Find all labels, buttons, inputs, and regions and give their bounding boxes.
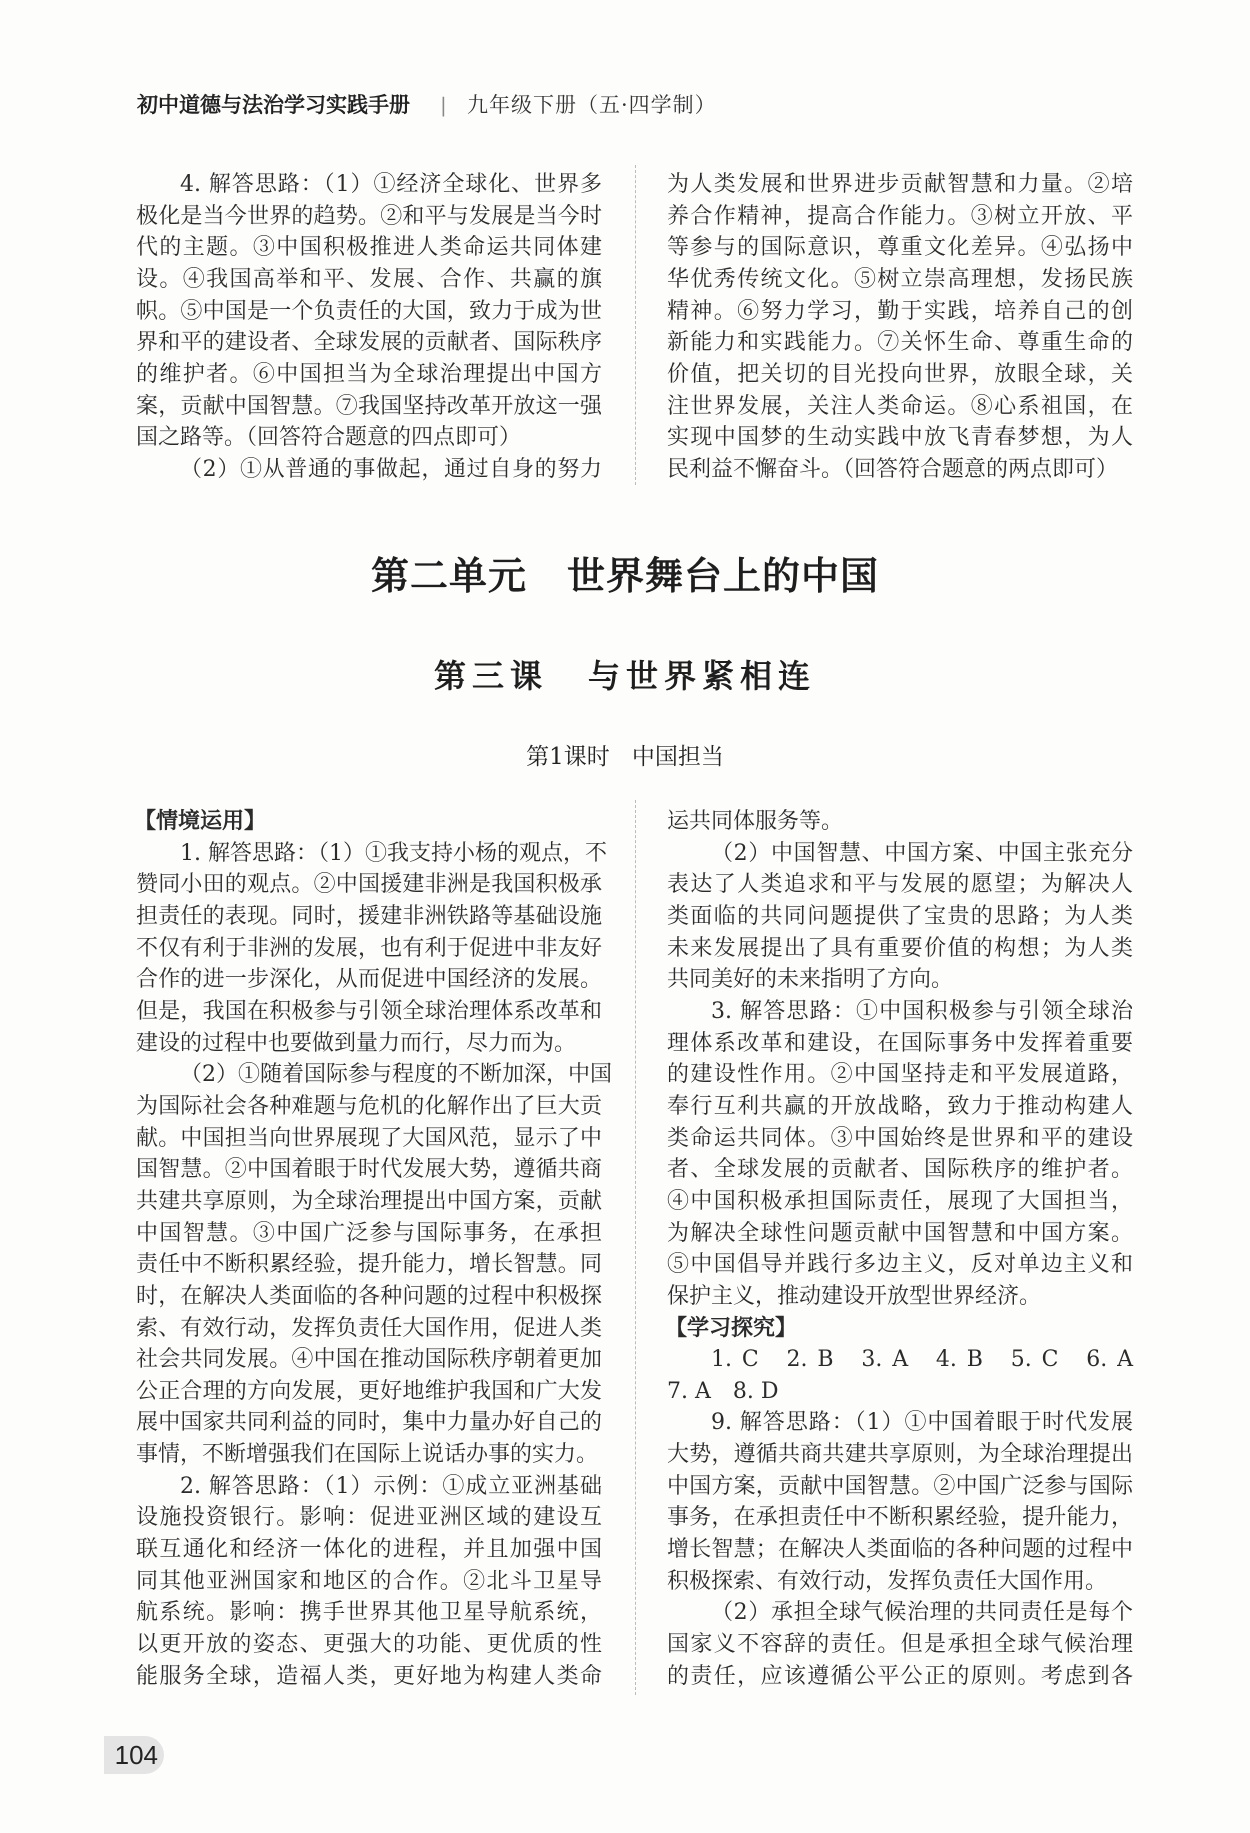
text-line: 华优秀传统文化。⑤树立崇高理想，发扬民族 (667, 266, 1133, 292)
text-line: 设施投资银行。影响：促进亚洲区域的建设互 (136, 1505, 602, 1531)
header-separator: | (440, 93, 447, 117)
text-line: 献。中国担当向世界展现了大国风范，显示了中 (136, 1125, 602, 1151)
text-line: 设。④我国高举和平、发展、合作、共赢的旗 (136, 266, 602, 292)
text-line: 时，在解决人类面临的各种问题的过程中积极探 (136, 1283, 602, 1309)
text-line: 大势，遵循共商共建共享原则，为全球治理提出 (667, 1442, 1133, 1468)
text-line: 中国方案，贡献中国智慧。②中国广泛参与国际 (667, 1473, 1133, 1499)
text-line: 积极探索、有效行动，发挥负责任大国作用。 (667, 1568, 1108, 1594)
lesson-number: 第三课 (433, 657, 548, 695)
text-line: 1. C 2. B 3. A 4. B 5. C 6. A (711, 1347, 1133, 1373)
text-line: 代的主题。③中国积极推进人类命运共同体建 (136, 235, 602, 261)
text-line: 国之路等。（回答符合题意的四点即可） (136, 425, 522, 451)
period-number: 第1课时 (526, 744, 610, 770)
text-line: 3. 解答思路：①中国积极参与引领全球治 (711, 998, 1133, 1024)
text-line: 的责任，应该遵循公平公正的原则。考虑到各 (667, 1663, 1133, 1689)
text-line: 精神。⑥努力学习，勤于实践，培养自己的创 (667, 298, 1133, 324)
text-line: 表达了人类追求和平与发展的愿望；为解决人 (667, 872, 1133, 898)
text-line: 者、全球发展的贡献者、国际秩序的维护者。 (667, 1157, 1133, 1183)
unit-title (0, 545, 1250, 600)
text-line: 担责任的表现。同时，援建非洲铁路等基础设施 (136, 903, 602, 929)
text-line: （2）①从普通的事做起，通过自身的努力 (180, 456, 602, 482)
text-line: （2）承担全球气候治理的共同责任是每个 (711, 1600, 1133, 1626)
text-line: 的维护者。⑥中国担当为全球治理提出中国方 (136, 361, 602, 387)
text-line: 中国智慧。③中国广泛参与国际事务，在承担 (136, 1220, 602, 1246)
text-line: 新能力和实践能力。⑦关怀生命、尊重生命的 (667, 330, 1133, 356)
text-line: 帜。⑤中国是一个负责任的大国，致力于成为世 (136, 298, 602, 324)
text-line: 责任中不断积累经验，提升能力，增长智慧。同 (136, 1252, 602, 1278)
text-line: 展中国家共同利益的同时，集中力量办好自己的 (136, 1410, 602, 1436)
text-line: 不仅有利于非洲的发展，也有利于促进中非友好 (136, 935, 602, 961)
column-divider-top (635, 165, 636, 485)
page-number: 104 (104, 1736, 164, 1774)
text-line: 民利益不懈奋斗。（回答符合题意的两点即可） (667, 456, 1119, 482)
top-left-column (136, 169, 602, 486)
text-line: 为国际社会各种难题与危机的化解作出了巨大贡 (136, 1093, 602, 1119)
text-line: 实现中国梦的生动实践中放飞青春梦想，为人 (667, 425, 1133, 451)
text-line: ⑤中国倡导并践行多边主义，反对单边主义和 (667, 1252, 1133, 1278)
text-line: 等参与的国际意识，尊重文化差异。④弘扬中 (667, 235, 1133, 261)
text-line: 赞同小田的观点。②中国援建非洲是我国积极承 (136, 872, 602, 898)
text-line: 增长智慧；在解决人类面临的各种问题的过程中 (667, 1537, 1133, 1563)
text-line: 极化是当今世界的趋势。②和平与发展是当今时 (136, 203, 602, 229)
text-line: 案，贡献中国智慧。⑦我国坚持改革开放这一强 (136, 393, 602, 419)
text-line: 国家义不容辞的责任。但是承担全球气候治理 (667, 1632, 1133, 1658)
text-line: 社会共同发展。④中国在推动国际秩序朝着更加 (136, 1347, 602, 1373)
section-heading: 【学习探究】 (665, 1315, 798, 1341)
text-line: 为人类发展和世界进步贡献智慧和力量。②培 (667, 172, 1133, 197)
text-line: 7. A 8. D (667, 1378, 779, 1404)
text-line: 运共同体服务等。 (667, 809, 844, 834)
text-line: 合作的进一步深化，从而促进中国经济的发展。 (136, 967, 602, 993)
text-line: 养合作精神，提高合作能力。③树立开放、平 (667, 203, 1133, 229)
column-divider-bottom (635, 800, 636, 1695)
text-line: 建设的过程中也要做到量力而行，尽力而为。 (136, 1030, 577, 1056)
section-heading: 【情境运用】 (134, 809, 267, 834)
text-line: 1. 解答思路：（1）①我支持小杨的观点，不 (180, 840, 607, 866)
text-line: 理体系改革和建设，在国际事务中发挥着重要 (667, 1030, 1133, 1056)
text-line: 以更开放的姿态、更强大的功能、更优质的性 (136, 1632, 602, 1658)
text-line: 9. 解答思路：（1）①中国着眼于时代发展 (711, 1410, 1133, 1436)
bottom-left-column (134, 806, 612, 1692)
bottom-right-column (667, 806, 1133, 1692)
text-line: 共同美好的未来指明了方向。 (667, 967, 954, 993)
text-line: 索、有效行动，发挥负责任大国作用，促进人类 (136, 1315, 602, 1341)
text-line: （2）①随着国际参与程度的不断加深，中国 (180, 1062, 612, 1088)
unit-number: 第二单元 (370, 553, 527, 598)
text-line: 共建共享原则，为全球治理提出中国方案，贡献 (136, 1188, 602, 1214)
text-line: 界和平的建设者、全球发展的贡献者、国际秩序 (136, 330, 602, 356)
text-line: 价值，把关切的目光投向世界，放眼全球，关 (667, 361, 1133, 387)
text-line: 类面临的共同问题提供了宝贵的思路；为人类 (667, 903, 1133, 929)
text-line: 类命运共同体。③中国始终是世界和平的建设 (667, 1125, 1133, 1151)
text-line: 国智慧。②中国着眼于时代发展大势，遵循共商 (136, 1157, 602, 1183)
text-line: 能服务全球，造福人类，更好地为构建人类命 (136, 1663, 602, 1689)
text-line: 同其他亚洲国家和地区的合作。②北斗卫星导 (136, 1568, 602, 1594)
text-line: 的建设性作用。②中国坚持走和平发展道路， (667, 1062, 1133, 1088)
unit-name: 世界舞台上的中国 (567, 553, 880, 598)
text-line: 4. 解答思路：（1）①经济全球化、世界多 (180, 172, 602, 197)
text-line: 事情，不断增强我们在国际上说话办事的实力。 (136, 1442, 599, 1468)
text-line: 保护主义，推动建设开放型世界经济。 (667, 1283, 1042, 1309)
text-line: ④中国积极承担国际责任，展现了大国担当， (667, 1188, 1133, 1214)
period-name: 中国担当 (631, 744, 724, 770)
text-line: 奉行互利共赢的开放战略，致力于推动构建人 (667, 1093, 1133, 1119)
text-line: （2）中国智慧、中国方案、中国主张充分 (711, 840, 1133, 866)
text-line: 为解决全球性问题贡献中国智慧和中国方案。 (667, 1220, 1133, 1246)
text-line: 事务，在承担责任中不断积累经验，提升能力， (667, 1505, 1133, 1531)
lesson-title (0, 651, 1250, 697)
text-line: 但是，我国在积极参与引领全球治理体系改革和 (136, 998, 602, 1024)
text-line: 公正合理的方向发展，更好地维护我国和广大发 (136, 1378, 602, 1404)
text-line: 2. 解答思路：（1）示例：①成立亚洲基础 (180, 1473, 602, 1499)
volume-label: 九年级下册（五·四学制） (467, 93, 717, 117)
period-title (0, 738, 1250, 771)
book-title: 初中道德与法治学习实践手册 (137, 92, 410, 117)
text-line: 联互通化和经济一体化的进程，并且加强中国 (136, 1537, 602, 1563)
top-right-column (667, 169, 1133, 486)
text-line: 注世界发展，关注人类命运。⑧心系祖国，在 (667, 393, 1133, 419)
lesson-name: 与世界紧相连 (588, 657, 817, 695)
text-line: 航系统。影响：携手世界其他卫星导航系统， (136, 1600, 602, 1626)
text-line: 未来发展提出了具有重要价值的构想；为人类 (667, 935, 1133, 961)
